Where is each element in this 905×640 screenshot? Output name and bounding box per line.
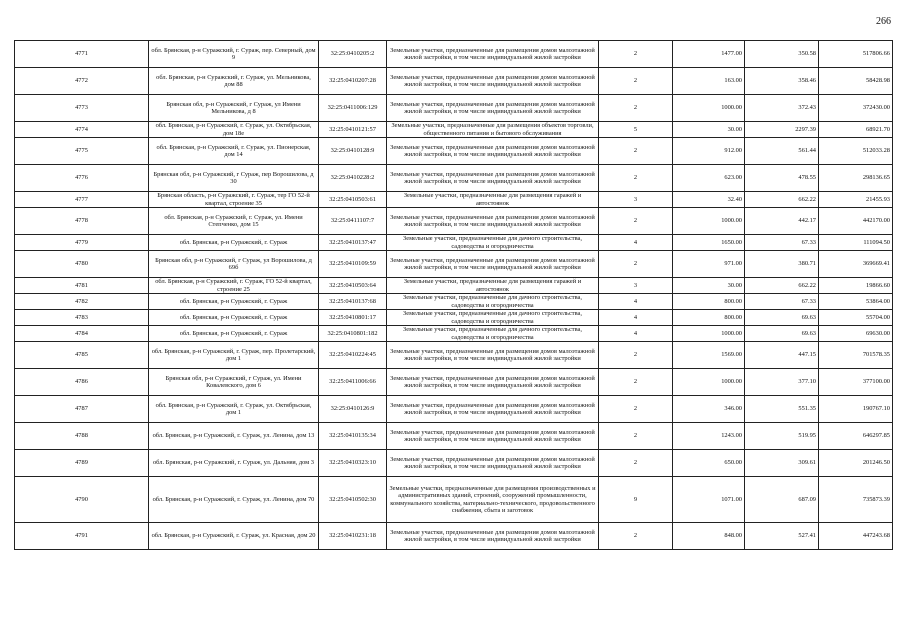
group-cell: 2 [599,423,673,450]
row-number: 4773 [15,95,149,122]
table-row [15,523,893,550]
group-cell: 9 [599,477,673,523]
address-cell: обл. Брянская, р-н Суражский, г. Сураж, ул. Октябрьская, дом 1 [149,396,319,423]
cadastral-number-cell: 32:25:0410228:2 [319,165,387,192]
area-cell: 623.00 [673,165,745,192]
cadastral-number-cell: 32:25:0410502:30 [319,477,387,523]
group-cell: 4 [599,326,673,342]
row-number: 4786 [15,369,149,396]
table-row [15,208,893,235]
cadastral-number-cell: 32:25:0410231:18 [319,523,387,550]
land-use-cell: Земельные участки, предназначенные для размещения производственных и административных зданий, строений, сооружений промышленности, коммунального хозяйства, материально-технического, продовольственного снабжения, сбыта и заготовок [387,477,599,523]
land-use-cell: Земельные участки, предназначенные для дачного строительства, садоводства и огородничества [387,310,599,326]
area-cell: 30.00 [673,278,745,294]
table-row [15,235,893,251]
group-cell: 3 [599,278,673,294]
land-use-cell: Земельные участки, предназначенные для размещения домов малоэтажной жилой застройки, в том числе индивидуальной жилой застройки [387,138,599,165]
area-cell: 1000.00 [673,208,745,235]
address-cell: обл. Брянская, р-н Суражский, г. Сураж [149,326,319,342]
cadastral-value-cell: 447243.68 [819,523,893,550]
area-cell: 346.00 [673,396,745,423]
land-use-cell: Земельные участки, предназначенные для размещения домов малоэтажной жилой застройки, в том числе индивидуальной жилой застройки [387,396,599,423]
land-use-cell: Земельные участки, предназначенные для размещения домов малоэтажной жилой застройки, в том числе индивидуальной жилой застройки [387,423,599,450]
group-cell: 2 [599,342,673,369]
specific-value-cell: 69.63 [745,326,819,342]
area-cell: 1000.00 [673,95,745,122]
address-cell: Брянская обл, р-н Суражский, г Сураж, ул. Имени Ковалевского, дом 6 [149,369,319,396]
specific-value-cell: 309.61 [745,450,819,477]
row-number: 4783 [15,310,149,326]
specific-value-cell: 527.41 [745,523,819,550]
land-use-cell: Земельные участки, предназначенные для размещения домов малоэтажной жилой застройки, в том числе индивидуальной жилой застройки [387,165,599,192]
specific-value-cell: 2297.39 [745,122,819,138]
area-cell: 1071.00 [673,477,745,523]
area-cell: 800.00 [673,310,745,326]
cadastral-number-cell: 32:25:0410801:182 [319,326,387,342]
table-row [15,278,893,294]
specific-value-cell: 67.33 [745,235,819,251]
specific-value-cell: 478.55 [745,165,819,192]
specific-value-cell: 67.33 [745,294,819,310]
cadastral-number-cell: 32:25:0410121:57 [319,122,387,138]
address-cell: обл. Брянская, р-н Суражский, г. Сураж, ул. Октябрьская, дом 18е [149,122,319,138]
land-use-cell: Земельные участки, предназначенные для размещения домов малоэтажной жилой застройки, в том числе индивидуальной жилой застройки [387,369,599,396]
land-use-cell: Земельные участки, предназначенные для дачного строительства, садоводства и огородничества [387,326,599,342]
specific-value-cell: 350.58 [745,41,819,68]
address-cell: обл. Брянская, р-н Суражский, г. Сураж, ул. Красная, дом 20 [149,523,319,550]
row-number: 4789 [15,450,149,477]
cadastral-value-cell: 21455.93 [819,192,893,208]
land-use-cell: Земельные участки, предназначенные для размещения домов малоэтажной жилой застройки, в том числе индивидуальной жилой застройки [387,68,599,95]
cadastral-value-cell: 377100.00 [819,369,893,396]
row-number: 4785 [15,342,149,369]
area-cell: 1650.00 [673,235,745,251]
area-cell: 971.00 [673,251,745,278]
land-use-cell: Земельные участки, предназначенные для размещения домов малоэтажной жилой застройки, в том числе индивидуальной жилой застройки [387,450,599,477]
address-cell: обл. Брянская, р-н Суражский, г. Сураж, ул. Дальняя, дом 3 [149,450,319,477]
table-row [15,423,893,450]
land-use-cell: Земельные участки, предназначенные для дачного строительства, садоводства и огородничества [387,235,599,251]
cadastral-value-cell: 190767.10 [819,396,893,423]
table-row [15,369,893,396]
row-number: 4774 [15,122,149,138]
row-number: 4776 [15,165,149,192]
cadastral-value-cell: 442170.00 [819,208,893,235]
cadastral-number-cell: 32:25:0410135:34 [319,423,387,450]
area-cell: 1569.00 [673,342,745,369]
land-use-cell: Земельные участки, предназначенные для дачного строительства, садоводства и огородничества [387,294,599,310]
address-cell: обл. Брянская, р-н Суражский, г. Сураж [149,235,319,251]
cadastral-value-cell: 58428.98 [819,68,893,95]
page-number: 266 [876,16,891,27]
cadastral-value-cell: 53864.00 [819,294,893,310]
cadastral-value-cell: 372430.00 [819,95,893,122]
address-cell: обл. Брянская, р-н Суражский, г. Сураж, ул. Ленина, дом 13 [149,423,319,450]
table-row [15,122,893,138]
group-cell: 3 [599,192,673,208]
cadastral-number-cell: 32:25:0410137:68 [319,294,387,310]
specific-value-cell: 551.35 [745,396,819,423]
area-cell: 1477.00 [673,41,745,68]
specific-value-cell: 662.22 [745,192,819,208]
cadastral-number-cell: 32:25:0410126:9 [319,396,387,423]
table-row [15,95,893,122]
group-cell: 2 [599,208,673,235]
land-use-cell: Земельные участки, предназначенные для размещения домов малоэтажной жилой застройки, в том числе индивидуальной жилой застройки [387,41,599,68]
table-row [15,251,893,278]
area-cell: 1243.00 [673,423,745,450]
land-use-cell: Земельные участки, предназначенные для размещения домов малоэтажной жилой застройки, в том числе индивидуальной жилой застройки [387,342,599,369]
cadastral-value-cell: 19866.60 [819,278,893,294]
land-use-cell: Земельные участки, предназначенные для размещения домов малоэтажной жилой застройки, в том числе индивидуальной жилой застройки [387,208,599,235]
cadastral-value-cell: 646297.85 [819,423,893,450]
cadastral-value-cell: 735873.39 [819,477,893,523]
row-number: 4784 [15,326,149,342]
row-number: 4781 [15,278,149,294]
table-row [15,138,893,165]
table-row [15,450,893,477]
row-number: 4788 [15,423,149,450]
group-cell: 2 [599,68,673,95]
area-cell: 650.00 [673,450,745,477]
specific-value-cell: 377.10 [745,369,819,396]
table-row [15,192,893,208]
address-cell: обл. Брянская, р-н Суражский, г. Сураж, ГО 52-й квартал, строение 25 [149,278,319,294]
cadastral-number-cell: 32:25:0410323:10 [319,450,387,477]
group-cell: 2 [599,138,673,165]
address-cell: обл. Брянская, р-н Суражский, г. Сураж, пер. Пролетарский, дом 1 [149,342,319,369]
table-row [15,165,893,192]
cadastral-value-cell: 201246.50 [819,450,893,477]
area-cell: 30.00 [673,122,745,138]
table-row [15,396,893,423]
cadastral-number-cell: 32:25:0410207:28 [319,68,387,95]
group-cell: 2 [599,251,673,278]
area-cell: 912.00 [673,138,745,165]
row-number: 4787 [15,396,149,423]
cadastral-value-cell: 512033.28 [819,138,893,165]
specific-value-cell: 69.63 [745,310,819,326]
specific-value-cell: 687.09 [745,477,819,523]
group-cell: 2 [599,450,673,477]
row-number: 4782 [15,294,149,310]
specific-value-cell: 519.95 [745,423,819,450]
cadastral-value-cell: 55704.00 [819,310,893,326]
land-use-cell: Земельные участки, предназначенные для размещения гаражей и автостоянок [387,192,599,208]
cadastral-number-cell: 32:25:0410109:59 [319,251,387,278]
cadastral-value-cell: 69630.00 [819,326,893,342]
specific-value-cell: 358.46 [745,68,819,95]
table-row [15,294,893,310]
cadastral-value-cell: 517806.66 [819,41,893,68]
land-use-cell: Земельные участки, предназначенные для размещения домов малоэтажной жилой застройки, в том числе индивидуальной жилой застройки [387,95,599,122]
table-row [15,342,893,369]
cadastral-value-cell: 111094.50 [819,235,893,251]
table-body [15,41,893,550]
cadastral-number-cell: 32:25:0411006:129 [319,95,387,122]
area-cell: 32.40 [673,192,745,208]
cadastral-value-cell: 298136.65 [819,165,893,192]
table-row [15,68,893,95]
row-number: 4771 [15,41,149,68]
table-row [15,41,893,68]
address-cell: обл. Брянская, р-н Суражский, г. Сураж, ул. Мельникова, дом 88 [149,68,319,95]
specific-value-cell: 372.43 [745,95,819,122]
cadastral-value-cell: 701578.35 [819,342,893,369]
row-number: 4778 [15,208,149,235]
group-cell: 2 [599,523,673,550]
address-cell: обл. Брянская, р-н Суражский, г. Сураж, ул. Ленина, дом 70 [149,477,319,523]
row-number: 4779 [15,235,149,251]
row-number: 4777 [15,192,149,208]
address-cell: обл. Брянская, р-н Суражский, г. Сураж, ул. Пионерская, дом 14 [149,138,319,165]
cadastral-number-cell: 32:25:0410801:17 [319,310,387,326]
table-row [15,477,893,523]
address-cell: обл. Брянская, р-н Суражский, г. Сураж [149,294,319,310]
cadastral-number-cell: 32:25:0410128:9 [319,138,387,165]
row-number: 4772 [15,68,149,95]
land-use-cell: Земельные участки, предназначенные для размещения гаражей и автостоянок [387,278,599,294]
row-number: 4775 [15,138,149,165]
group-cell: 2 [599,369,673,396]
address-cell: Брянская обл, р-н Суражский, г Сураж, ул Ворошилова, д 69б [149,251,319,278]
address-cell: обл. Брянская, р-н Суражский, г. Сураж, пер. Северный, дом 9 [149,41,319,68]
cadastral-number-cell: 32:25:0411006:66 [319,369,387,396]
group-cell: 4 [599,235,673,251]
group-cell: 4 [599,294,673,310]
group-cell: 4 [599,310,673,326]
row-number: 4791 [15,523,149,550]
table-row [15,326,893,342]
specific-value-cell: 442.17 [745,208,819,235]
address-cell: Брянская обл, р-н Суражский, г Сураж, ул Имени Мельникова, д 8 [149,95,319,122]
cadastral-number-cell: 32:25:0410205:2 [319,41,387,68]
land-use-cell: Земельные участки, предназначенные для размещения объектов торговли, общественного питания и бытового обслуживания [387,122,599,138]
address-cell: обл. Брянская, р-н Суражский, г. Сураж [149,310,319,326]
row-number: 4780 [15,251,149,278]
address-cell: Брянская область, р-н Суражский, г. Сураж, тер ГО 52-й квартал, строение 35 [149,192,319,208]
group-cell: 2 [599,95,673,122]
specific-value-cell: 561.44 [745,138,819,165]
cadastral-number-cell: 32:25:0410503:64 [319,278,387,294]
group-cell: 5 [599,122,673,138]
group-cell: 2 [599,396,673,423]
table-row [15,310,893,326]
land-use-cell: Земельные участки, предназначенные для размещения домов малоэтажной жилой застройки, в том числе индивидуальной жилой застройки [387,251,599,278]
cadastral-number-cell: 32:25:0411107:7 [319,208,387,235]
cadastral-number-cell: 32:25:0410224:45 [319,342,387,369]
area-cell: 800.00 [673,294,745,310]
cadastral-number-cell: 32:25:0410503:61 [319,192,387,208]
row-number: 4790 [15,477,149,523]
specific-value-cell: 662.22 [745,278,819,294]
land-use-cell: Земельные участки, предназначенные для размещения домов малоэтажной жилой застройки, в том числе индивидуальной жилой застройки [387,523,599,550]
area-cell: 163.00 [673,68,745,95]
area-cell: 848.00 [673,523,745,550]
specific-value-cell: 447.15 [745,342,819,369]
group-cell: 2 [599,41,673,68]
area-cell: 1000.00 [673,326,745,342]
cadastral-value-cell: 369669.41 [819,251,893,278]
address-cell: Брянская обл, р-н Суражский, г Сураж, пер Ворошилова, д 30 [149,165,319,192]
area-cell: 1000.00 [673,369,745,396]
group-cell: 2 [599,165,673,192]
specific-value-cell: 380.71 [745,251,819,278]
cadastral-number-cell: 32:25:0410137:47 [319,235,387,251]
cadastral-value-cell: 68921.70 [819,122,893,138]
cadastral-value-table [14,40,893,550]
address-cell: обл. Брянская, р-н Суражский, г. Сураж, ул. Имени Степченко, дом 15 [149,208,319,235]
